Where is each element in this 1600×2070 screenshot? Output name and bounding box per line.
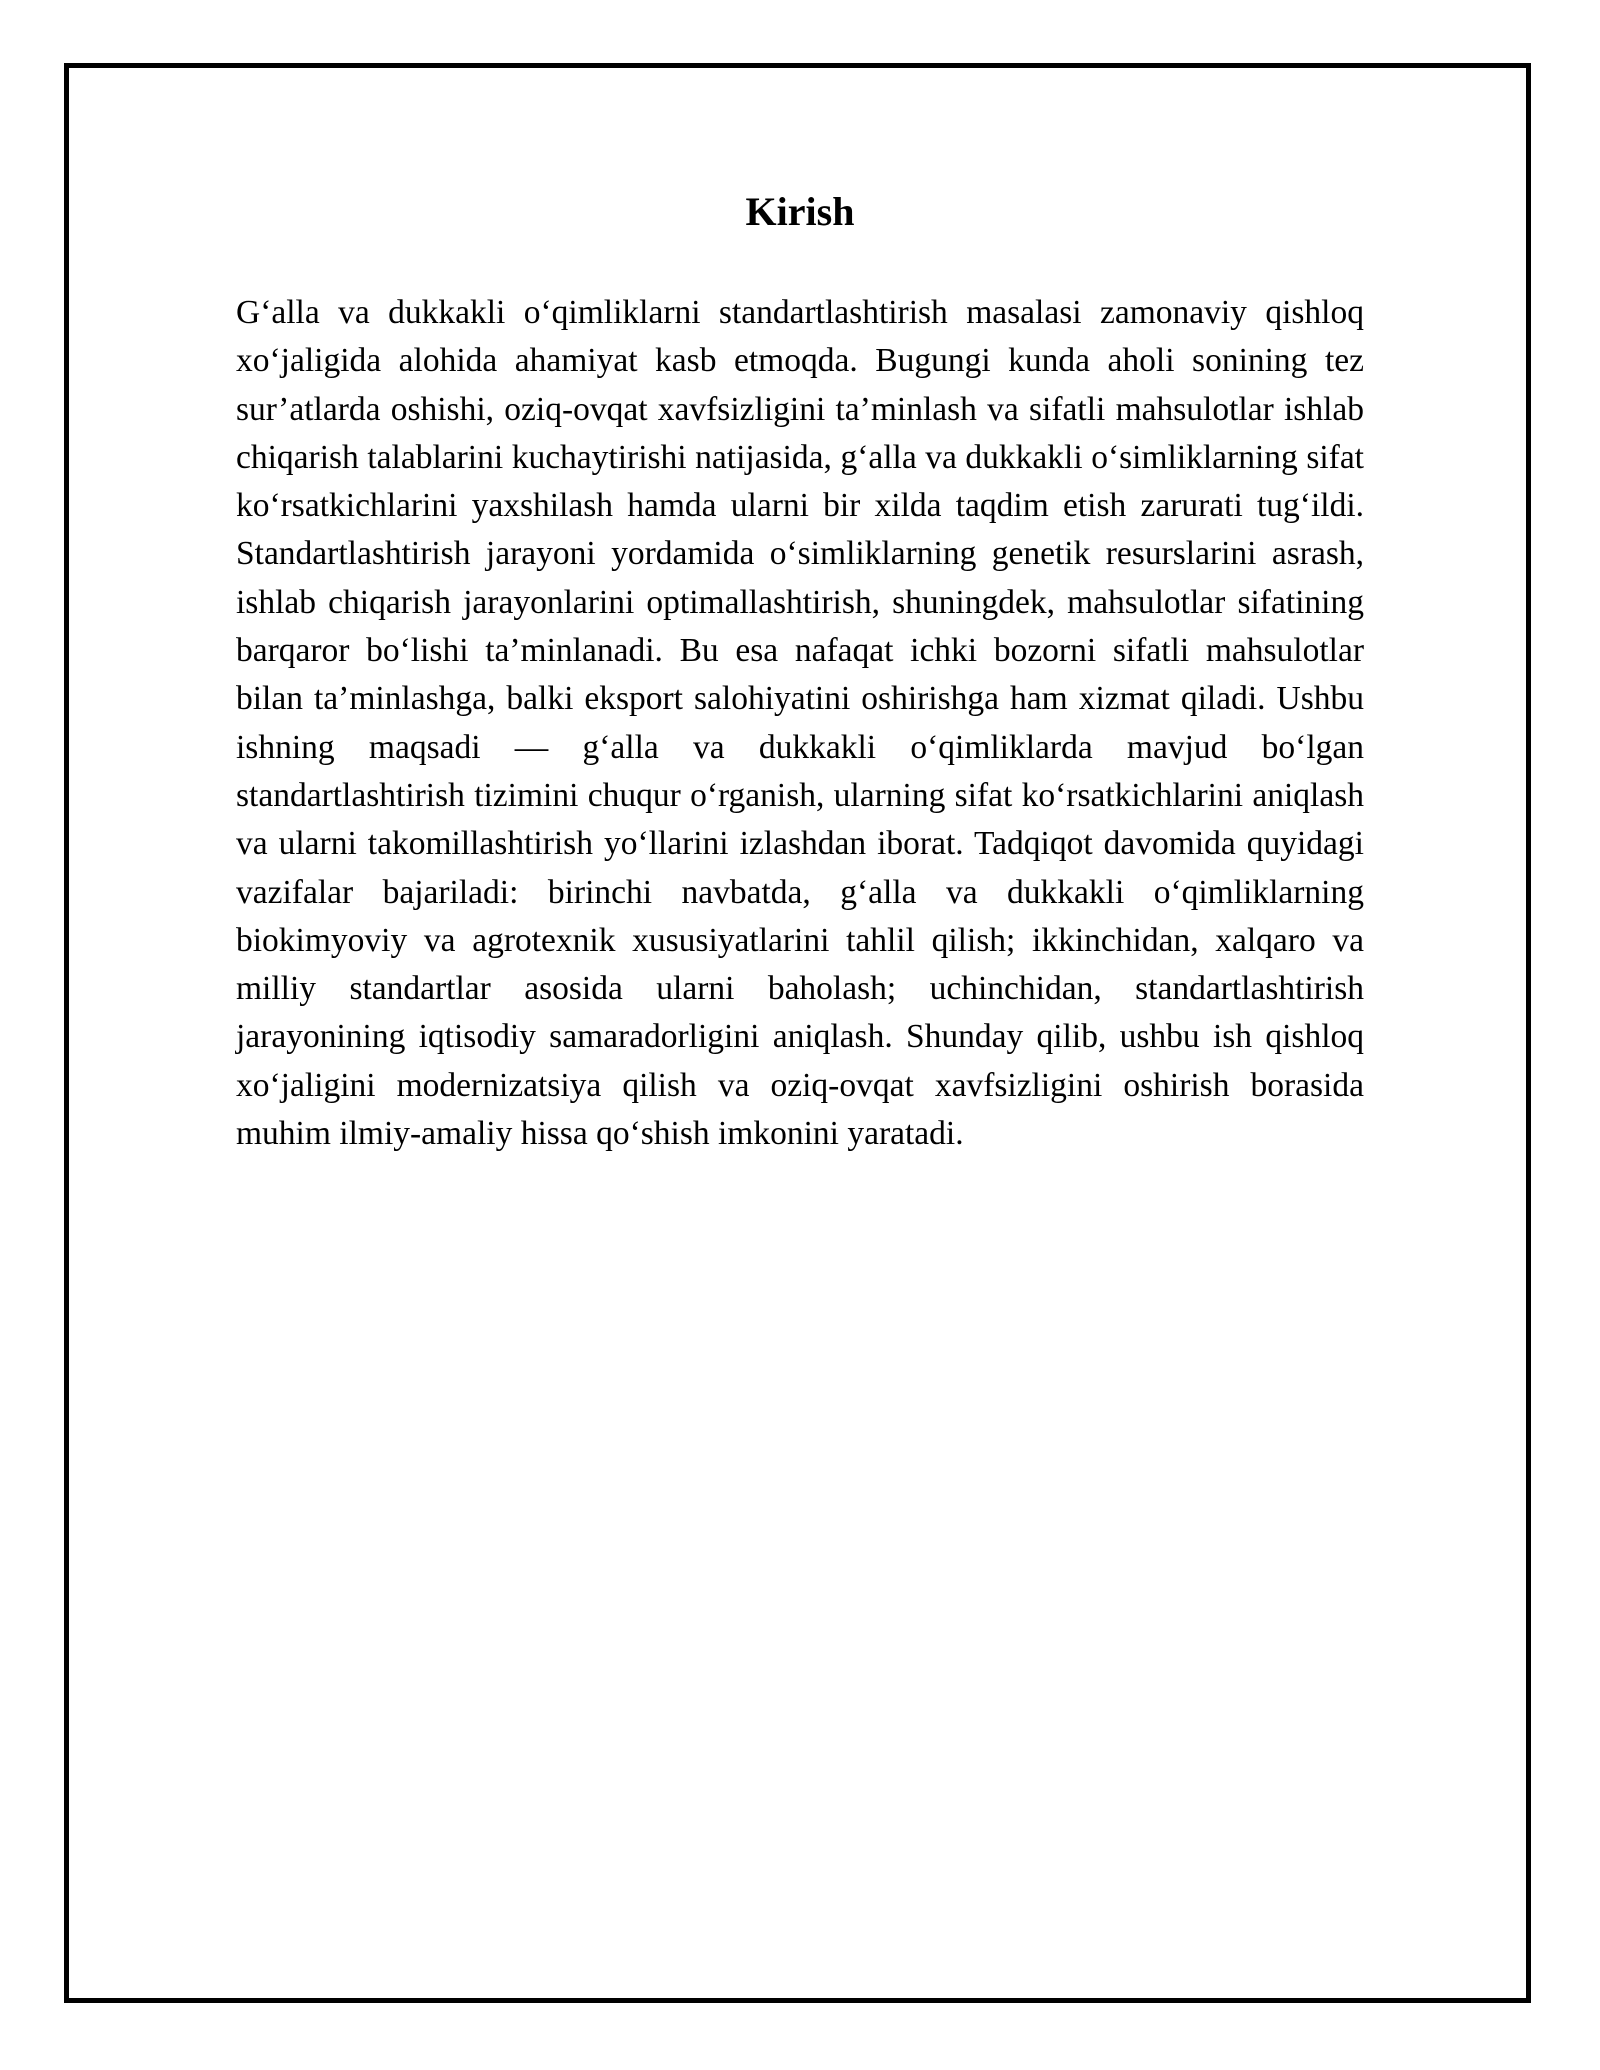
body-paragraph: G‘alla va dukkakli o‘qimliklarni standartlashtirish masalasi zamonaviy qishloq xo‘jaligida alohida ahamiyat kasb etmoqda. Bugungi kunda aholi sonining tez sur’atlarda oshishi, oziq-ovqat xavfsizligini ta’minlash va sifatli mahsulotlar ishlab chiqarish talablarini kuchaytirishi natijasida, g‘alla va dukkakli o‘simliklarning sifat ko‘rsatkichlarini yaxshilash hamda ularni bir xilda taqdim etish zarurati tug‘ildi. Standartlashtirish jarayoni yordamida o‘simliklarning genetik resurslarini asrash, ishlab chiqarish jarayonlarini optimallashtirish, shuningdek, mahsulotlar sifatining barqaror bo‘lishi ta’minlanadi. Bu esa nafaqat ichki bozorni sifatli mahsulotlar bilan ta’minlashga, balki eksport salohiyatini oshirishga ham xizmat qiladi. Ushbu ishning maqsadi — g‘alla va dukkakli o‘qimliklarda mavjud bo‘lgan standartlashtirish tizimini chuqur o‘rganish, ularning sifat ko‘rsatkichlarini aniqlash va ularni takomillashtirish yo‘llarini izlashdan iborat. Tadqiqot davomida quyidagi vazifalar bajariladi: birinchi navbatda, g‘alla va dukkakli o‘qimliklarning biokimyoviy va agrotexnik xususiyatlarini tahlil qilish; ikkinchidan, xalqaro va milliy standartlar asosida ularni baholash; uchinchidan, standartlashtirish jarayonining iqtisodiy samaradorligini aniqlash. Shunday qilib, ushbu ish qishloq xo‘jaligini modernizatsiya qilish va oziq-ovqat xavfsizligini oshirish borasida muhim ilmiy-amaliy hissa qo‘shish imkonini yaratadi. [236, 294, 1364, 1153]
page-title: Kirish [745, 189, 855, 234]
